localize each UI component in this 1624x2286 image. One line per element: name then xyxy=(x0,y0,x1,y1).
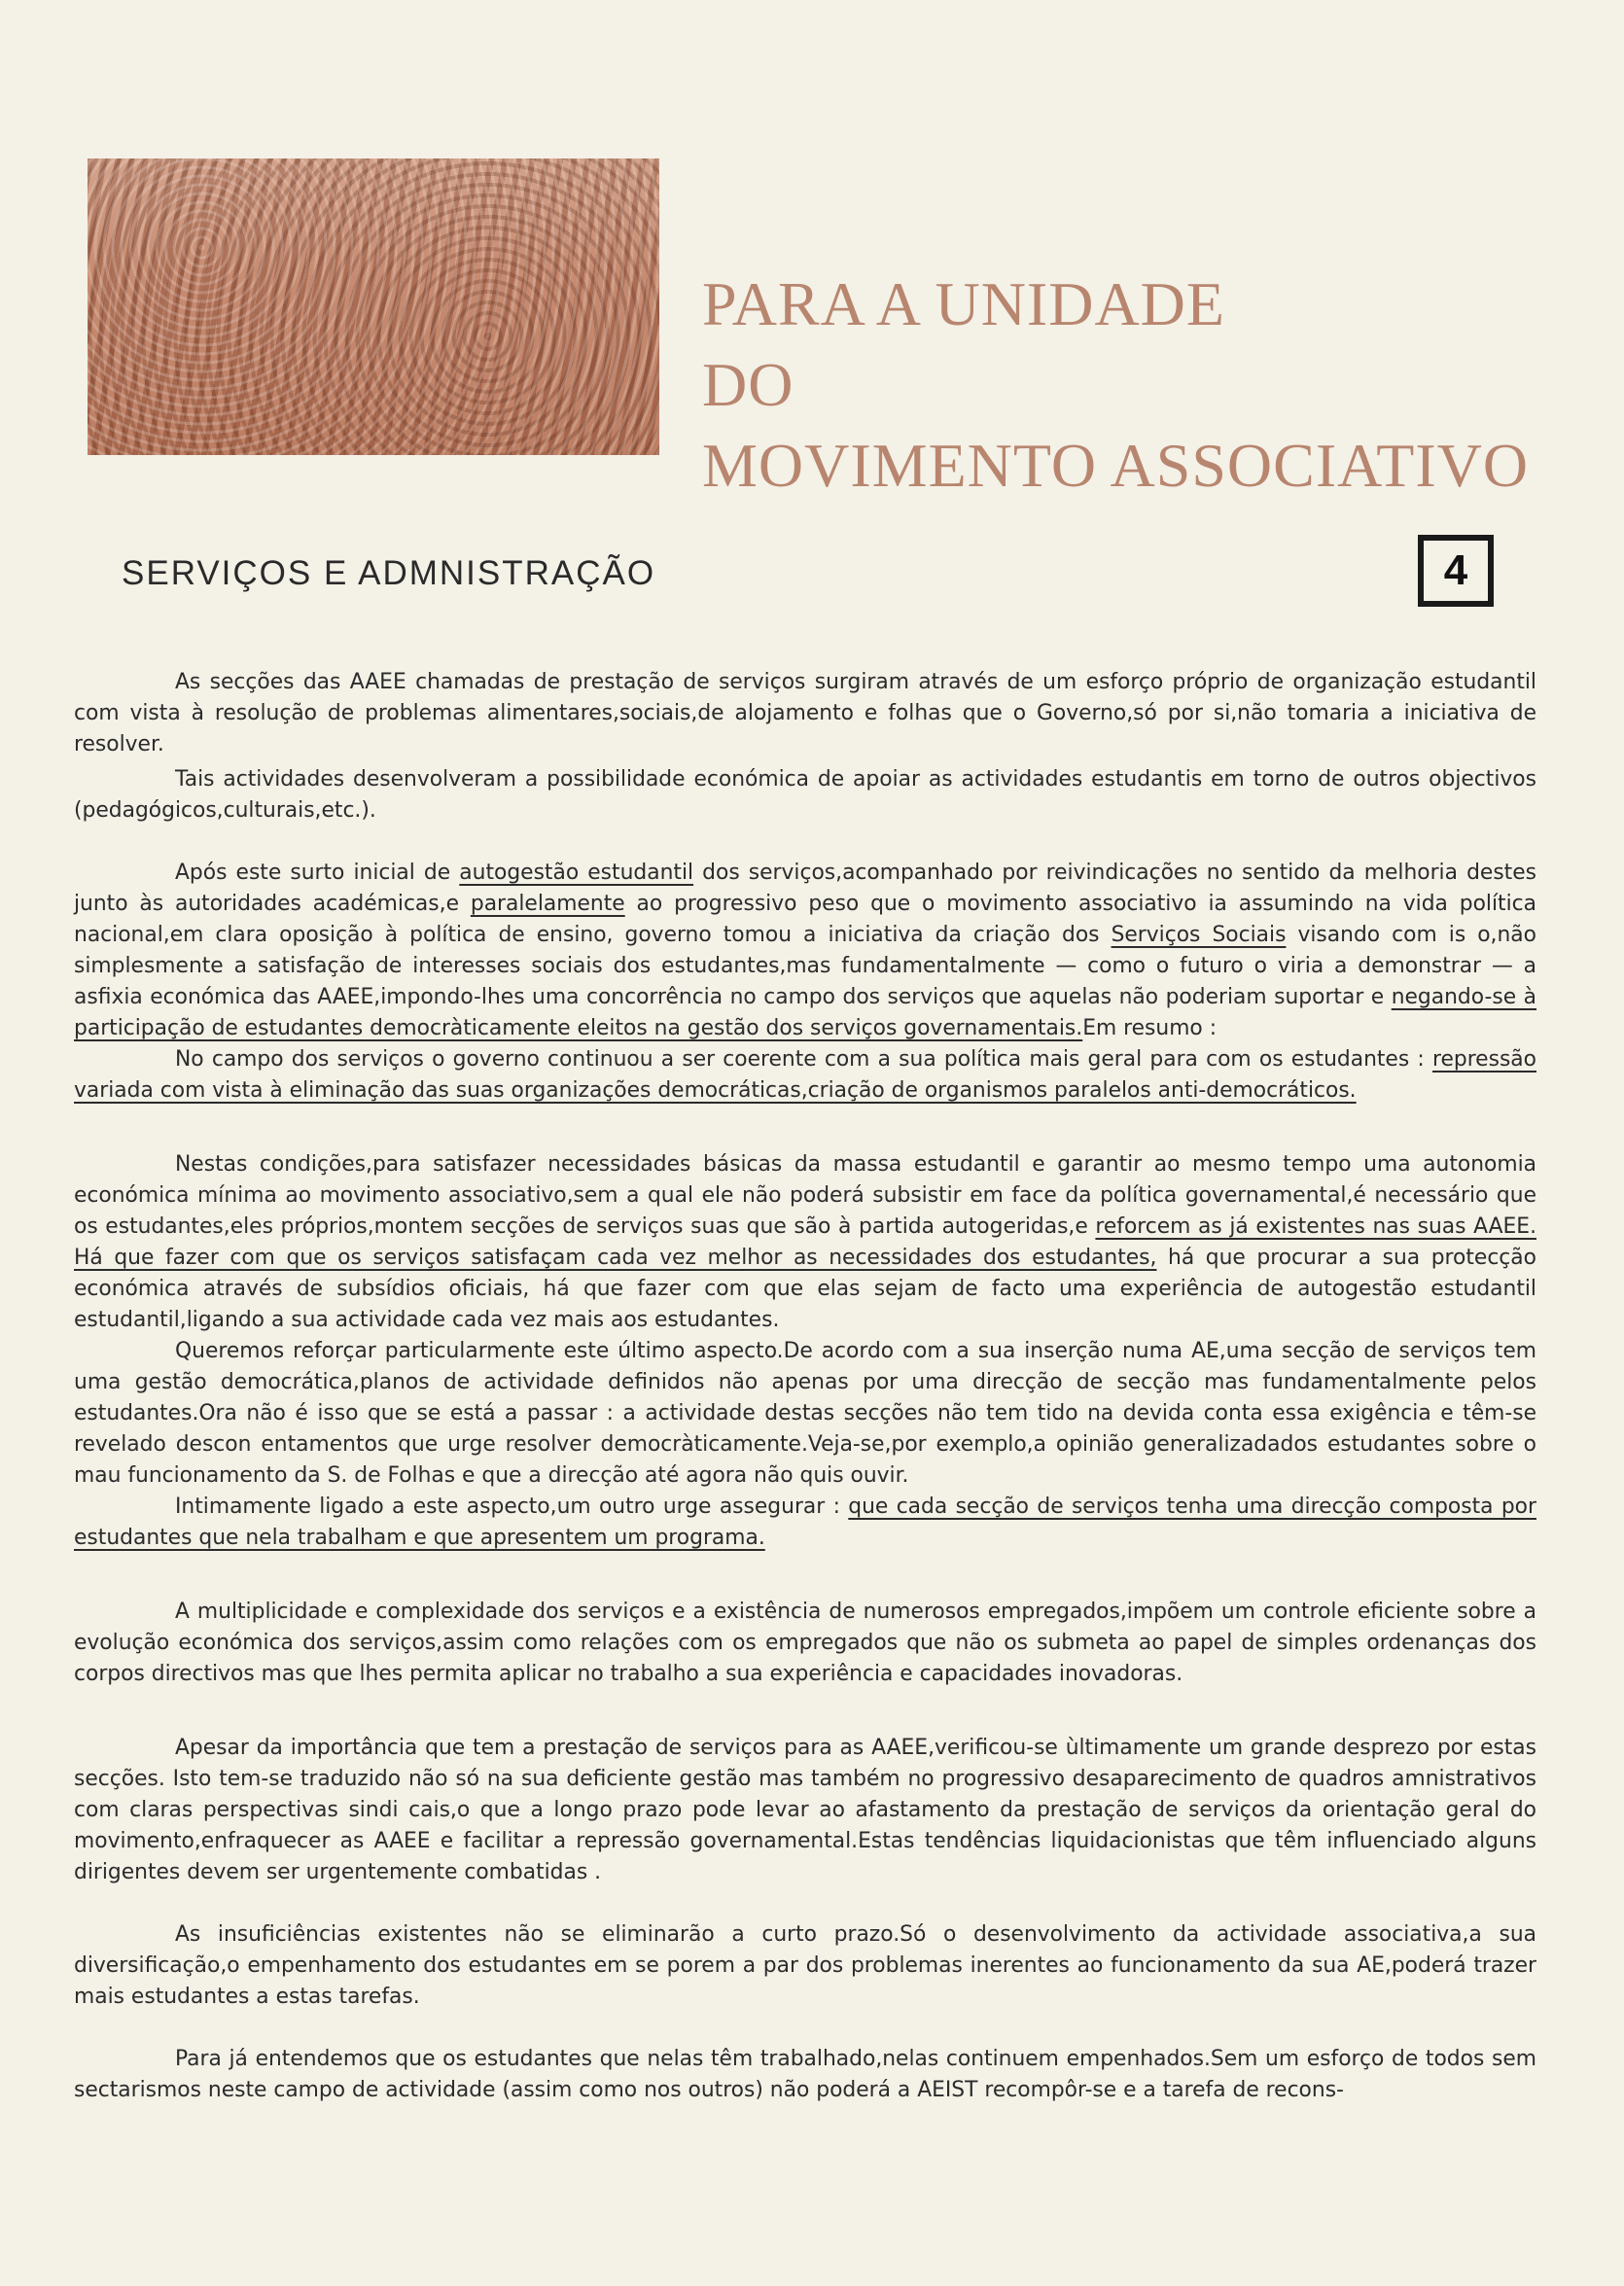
p2-text-5: Em resumo : xyxy=(1082,1016,1218,1040)
p2-underline-2: paralelamente xyxy=(470,892,625,916)
p2-underline-3: Serviços Sociais xyxy=(1111,923,1287,947)
p2-text-3: ao progressivo peso que o movimento associativo ia assumindo na vida política nacional,em clara oposição à política de ensino, governo tomou a iniciativa da criação dos xyxy=(74,892,1536,947)
p6-text-1: Intimamente ligado a este aspecto,um outro urge assegurar : xyxy=(175,1495,849,1519)
p4-underline-1: reforcem as já existentes nas suas AAEE. xyxy=(1095,1214,1537,1239)
p2-text-2: dos serviços,acompanhado por reivindicações no sentido da melhoria destes junto às autoridades académicas,e xyxy=(74,861,1536,916)
paragraph-10: Para já entendemos que os estudantes que nelas têm trabalhado,nelas continuem empenhados.Sem um esforço de todos sem sectarismos neste campo de actividade (assim como nos outros) não poderá a AEIST recompôr-se e a tarefa de recons- xyxy=(74,2047,1536,2102)
paragraph-2 xyxy=(74,858,1536,1044)
paragraph-4 xyxy=(74,1149,1536,1336)
paragraph-3 xyxy=(74,1044,1536,1107)
title-line-2: DO xyxy=(702,349,794,419)
article-body xyxy=(74,667,1536,2106)
chapter-number-badge: 4 xyxy=(1418,535,1494,607)
crowd-photo xyxy=(88,158,659,455)
paragraph-5: Queremos reforçar particularmente este último aspecto.De acordo com a sua inserção numa AE,uma secção de serviços tem uma gestão democrática,planos de actividade definidos não apenas por uma direcção de secção mas fundamentalmente pelos estudantes.Ora não é isso que se está a passar : a actividade destas secções não tem tido na devida conta essa exigência e têm-se revelado descon entamentos que urge resolver democràticamente.Veja-se,por exemplo,a opinião generalizadados estudantes sobre o mau funcionamento da S. de Folhas e que a direcção até agora não quis ouvir. xyxy=(74,1339,1536,1488)
paragraph-7: A multiplicidade e complexidade dos serviços e a existência de numerosos empregados,impõem um controle eficiente sobre a evolução económica dos serviços,assim como relações com os empregados que não os submeta ao papel de simples ordenanças dos corpos directivos mas que lhes permita aplicar no trabalho a sua experiência e capacidades inovadoras. xyxy=(74,1600,1536,1686)
p4-text-1: Nestas condições,para satisfazer necessidades básicas da massa estudantil e garantir ao mesmo tempo uma autonomia económica mínima ao movimento associativo,sem a qual ele não poderá subsistir em face da política governamental,é necessário que os estudantes,eles próprios,montem secções de serviços suas que são à partida autogeridas,e xyxy=(74,1152,1536,1239)
paragraph-9: As insuficiências existentes não se eliminarão a curto prazo.Só o desenvolvimento da actividade associativa,a sua diversificação,o empenhamento dos estudantes em se porem a par dos problemas inerentes ao funcionamento da sua AE,poderá trazer mais estudantes a estas tarefas. xyxy=(74,1922,1536,2009)
paragraph-6 xyxy=(74,1492,1536,1554)
page-title xyxy=(702,264,1577,506)
p6-underline-1: que cada secção de serviços tenha uma direcção composta por estudantes que nela trabalham e que apresentem um programa. xyxy=(74,1495,1536,1550)
p3-text-1: No campo dos serviços o governo continuou a ser coerente com a sua política mais geral para com os estudantes : xyxy=(175,1047,1432,1072)
paragraph-1a: As secções das AAEE chamadas de prestação de serviços surgiram através de um esforço próprio de organização estudantil com vista à resolução de problemas alimentares,sociais,de alojamento e folhas que o Governo,só por si,não tomaria a iniciativa de resolver. xyxy=(74,670,1536,756)
p2-underline-4: negando-se à participação de estudantes democràticamente eleitos na gestão dos serviços governamentais. xyxy=(74,985,1536,1040)
p4-underline-2: Há que fazer com que os serviços satisfaçam cada vez melhor as necessidades dos estudantes, xyxy=(74,1246,1157,1270)
section-heading: SERVIÇOS E ADMNISTRAÇÃO xyxy=(122,554,656,592)
title-line-3: MOVIMENTO ASSOCIATIVO xyxy=(702,430,1530,500)
title-line-1: PARA A UNIDADE xyxy=(702,268,1225,338)
paragraph-8: Apesar da importância que tem a prestação de serviços para as AAEE,verificou-se ùltimamente um grande desprezo por estas secções. Isto tem-se traduzido não só na sua deficiente gestão mas também no progressivo desaparecimento de quadros amnistrativos com claras perspectivas sindi cais,o que a longo prazo pode levar ao afastamento da prestação de serviços da orientação geral do movimento,enfraquecer as AAEE e facilitar a repressão governamental.Estas tendências liquidacionistas que têm influenciado alguns dirigentes devem ser urgentemente combatidas . xyxy=(74,1736,1536,1884)
p4-text-3: há que procurar a sua protecção económica através de subsídios oficiais, há que fazer com que elas sejam de facto uma experiência de autogestão estudantil estudantil,ligando a sua actividade cada vez mais aos estudantes. xyxy=(74,1246,1536,1332)
p2-text-1: Após este surto inicial de xyxy=(175,861,460,885)
p2-text-4: visando com is o,não simplesmente a satisfação de interesses sociais dos estudantes,mas fundamentalmente — como o futuro o viria a demonstrar — a asfixia económica das AAEE,impondo-lhes uma concorrência no campo dos serviços que aquelas não poderiam suportar e xyxy=(74,923,1536,1009)
p3-underline-1: repressão variada com vista à eliminação das suas organizações democráticas,criação de organismos paralelos anti-democráticos. xyxy=(74,1047,1536,1103)
p2-underline-1: autogestão estudantil xyxy=(459,861,694,885)
paragraph-1b: Tais actividades desenvolveram a possibilidade económica de apoiar as actividades estudantis em torno de outros objectivos (pedagógicos,culturais,etc.). xyxy=(74,767,1536,823)
